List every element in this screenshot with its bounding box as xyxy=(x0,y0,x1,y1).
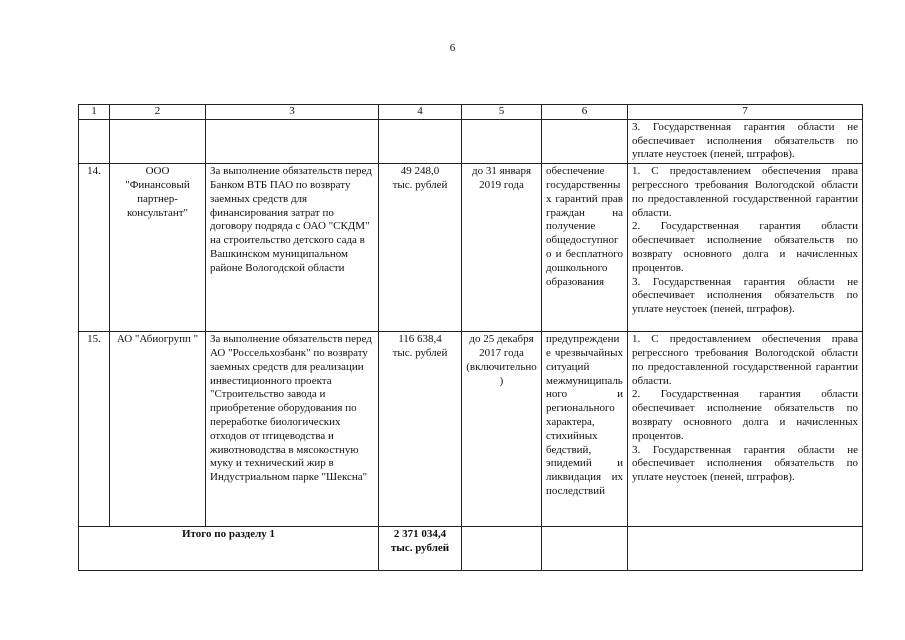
condition-text: 2. Государственная гарантия области обеспечивает исполнение обязательств по возврату основного долга и начисленных процентов. xyxy=(632,220,858,274)
cell-empty xyxy=(542,527,628,571)
cell-empty xyxy=(79,119,110,163)
total-amount-value: 2 371 034,4 xyxy=(393,528,447,541)
cell-empty xyxy=(462,527,542,571)
header-cell-2: 2 xyxy=(110,105,206,120)
condition-text: 3. Государственная гарантия области не обеспечивает исполнения обязательств по уплате неустоек (пеней, штрафов). xyxy=(632,275,858,316)
table-row xyxy=(79,332,863,527)
guarantee-conditions xyxy=(628,164,863,332)
amount-value: 49 248,0 xyxy=(400,165,440,178)
guarantee-goal: предупреждение чрезвычайных ситуаций межмуниципального и регионального характера, стихийных бедствий, эпидемий и ликвидация их последствий xyxy=(542,332,628,527)
table-row xyxy=(79,164,863,332)
guarantee-amount xyxy=(379,164,462,332)
total-amount-unit: тыс. рублей xyxy=(390,541,450,554)
page-number: 6 xyxy=(449,42,456,54)
cell-empty xyxy=(542,119,628,163)
header-cell-4: 4 xyxy=(379,105,462,120)
header-cell-5: 5 xyxy=(462,105,542,120)
header-cell-7: 7 xyxy=(628,105,863,120)
total-label: Итого по разделу 1 xyxy=(79,527,379,571)
guarantee-amount xyxy=(379,332,462,527)
guarantees-table xyxy=(78,104,863,571)
borrower-name: ООО "Финансовый партнер-консультант" xyxy=(110,164,206,332)
condition-text: 3. Государственная гарантия области не обеспечивает исполнения обязательств по уплате неустоек (пеней, штрафов). xyxy=(628,119,863,163)
cell-empty xyxy=(206,119,379,163)
condition-text: 3. Государственная гарантия области не обеспечивает исполнения обязательств по уплате неустоек (пеней, штрафов). xyxy=(632,443,858,484)
row-number: 14. xyxy=(79,164,110,332)
obligation-purpose: За выполнение обязательств перед АО "Россельхозбанк" по возврату заемных средств для реализации инвестиционного проекта "Строительство завода и приобретение оборудования по переработке биологических отходов от птицеводства и животноводства в мясокостную муку и технический жир в Индустриальном парке "Шексна" xyxy=(206,332,379,527)
header-cell-3: 3 xyxy=(206,105,379,120)
total-amount xyxy=(379,527,462,571)
obligation-purpose: За выполнение обязательств перед Банком ВТБ ПАО по возврату заемных средств для финансирования затрат по договору подряда с ОАО "СКДМ" на строительство детского сада в Вашкинском муниципальном районе Вологодской области xyxy=(206,164,379,332)
row-number: 15. xyxy=(79,332,110,527)
header-row xyxy=(79,105,863,120)
cell-empty xyxy=(462,119,542,163)
condition-text: 1. С предоставлением обеспечения права регрессного требования Вологодской области по предоставленной государственной гарантии области. xyxy=(632,333,858,387)
condition-text: 2. Государственная гарантия области обеспечивает исполнение обязательств по возврату основного долга и начисленных процентов. xyxy=(632,388,858,442)
header-cell-6: 6 xyxy=(542,105,628,120)
continued-row xyxy=(79,119,863,163)
total-row xyxy=(79,527,863,571)
amount-value: 116 638,4 xyxy=(398,333,442,346)
guarantee-term: до 25 декабря 2017 года (включительно) xyxy=(462,332,542,527)
header-cell-1: 1 xyxy=(79,105,110,120)
amount-unit: тыс. рублей xyxy=(392,346,448,359)
borrower-name: АО "Абиогрупп " xyxy=(110,332,206,527)
condition-text: 1. С предоставлением обеспечения права регрессного требования Вологодской области по предоставленной государственной гарантии области. xyxy=(632,165,858,219)
guarantee-goal: обеспечение государственных гарантий прав граждан на получение общедоступного и бесплатного дошкольного образования xyxy=(542,164,628,332)
guarantee-term: до 31 января 2019 года xyxy=(462,164,542,332)
amount-unit: тыс. рублей xyxy=(392,178,448,191)
cell-empty xyxy=(628,527,863,571)
guarantee-conditions xyxy=(628,332,863,527)
cell-empty xyxy=(379,119,462,163)
cell-empty xyxy=(110,119,206,163)
